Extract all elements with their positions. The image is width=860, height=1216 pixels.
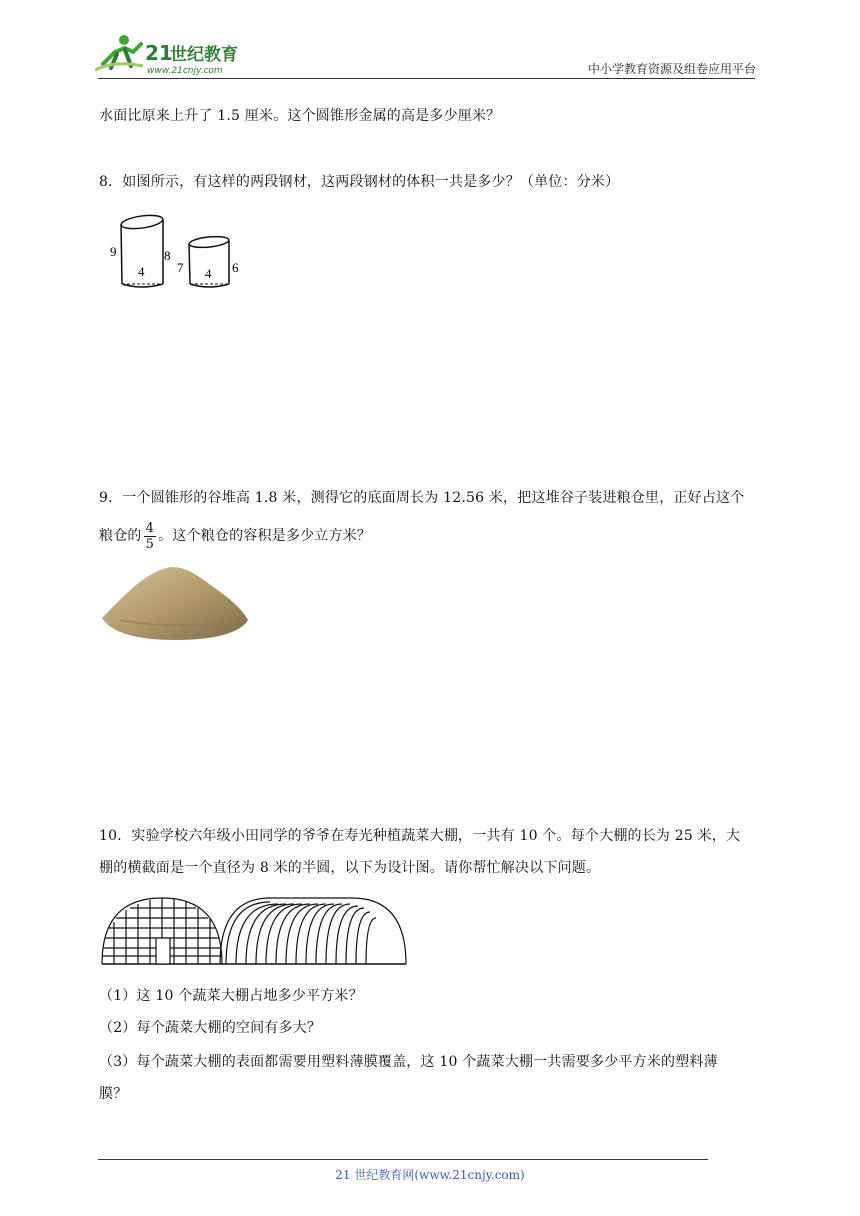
runner-logo-icon xyxy=(95,30,265,78)
q8-cylinders-figure xyxy=(108,210,248,294)
header-divider xyxy=(98,78,755,79)
label-d1: 4 xyxy=(138,264,145,279)
q8-text: 8．如图所示，有这样的两段钢材，这两段钢材的体积一共是多少？（单位：分米） xyxy=(99,174,620,190)
label-h1-right: 8 xyxy=(164,248,171,263)
cylinders-diagram xyxy=(108,210,248,294)
site-logo xyxy=(95,30,265,78)
label-d2: 4 xyxy=(205,266,212,281)
svg-text:世纪教育: 世纪教育 xyxy=(170,45,238,65)
grain-pile-image xyxy=(100,562,250,644)
label-h2-right: 6 xyxy=(232,260,239,275)
label-h2-left: 7 xyxy=(177,260,184,275)
fraction-denominator: 5 xyxy=(145,536,155,552)
fraction-numerator: 4 xyxy=(145,520,155,536)
footer-link[interactable]: 21 世纪教育网(www.21cnjy.com) xyxy=(335,1168,525,1182)
grain-pile-icon xyxy=(100,562,250,644)
q10-line2: 棚的横截面是一个直径为 8 米的半圆，以下为设计图。请你帮忙解决以下问题。 xyxy=(99,860,601,876)
q9-line2-pre: 粮仓的 xyxy=(99,528,142,544)
platform-name: 中小学教育资源及组卷应用平台 xyxy=(587,62,756,76)
greenhouse-figure xyxy=(100,892,410,966)
fraction xyxy=(144,521,156,552)
q9-line1: 9．一个圆锥形的谷堆高 1.8 米，测得它的底面周长为 12.56 米，把这堆谷子装进粮仓里，正好占这个 xyxy=(99,490,745,506)
q10-sub3-line1: （3）每个蔬菜大棚的表面都需要用塑料薄膜覆盖，这 10 个蔬菜大棚一共需要多少平方米的塑料薄 xyxy=(99,1054,718,1070)
q9-line2-post: 。这个粮仓的容积是多少立方米？ xyxy=(158,528,372,544)
q10-sub3-line2: 膜？ xyxy=(99,1086,128,1102)
greenhouse-diagram xyxy=(100,892,410,966)
svg-text:www.21cnjy.com: www.21cnjy.com xyxy=(147,66,223,76)
q7-tail-text: 水面比原来上升了 1.5 厘米。这个圆锥形金属的高是多少厘米？ xyxy=(99,108,501,124)
svg-text:21: 21 xyxy=(145,41,173,65)
q10-sub2: （2）每个蔬菜大棚的空间有多大？ xyxy=(99,1020,322,1036)
q9-line2 xyxy=(99,519,371,553)
q10-sub1: （1）这 10 个蔬菜大棚占地多少平方米？ xyxy=(99,988,363,1004)
label-h1-left: 9 xyxy=(110,244,117,259)
footer-divider xyxy=(98,1159,708,1160)
q10-line1: 10．实验学校六年级小田同学的爷爷在寿光种植蔬菜大棚，一共有 10 个。每个大棚的长为 25 米，大 xyxy=(99,828,741,844)
